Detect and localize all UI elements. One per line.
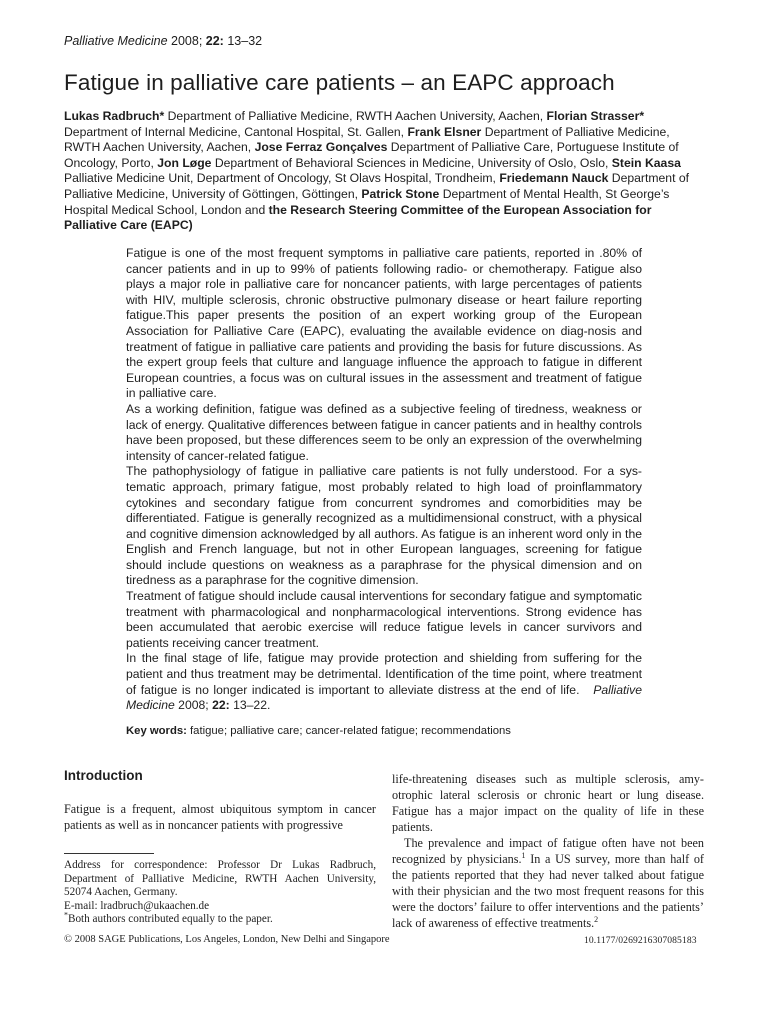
footnote-divider — [64, 853, 154, 854]
abstract — [126, 246, 642, 714]
correspondence-block — [64, 859, 376, 927]
right-column — [392, 771, 704, 931]
abstract-paragraph: Fatigue is one of the most frequent symptoms in palliative care patients, reported in .80% of cancer patients and in up to 99% of patients following radio- or chemotherapy. Fatigue also plays a major role in palliative care for noncancer patients, with large percentages of patients with HIV, multiple sclerosis, chronic obstructive pulmonary disease or heart failure reporting fatigue.This paper presents the position of an expert working group of the European Association for Palliative Care (EAPC), evaluating the available evidence on diag-nosis and treatment of fatigue in palliative care patients and providing the basis for future discussions. As the expert group feels that culture and language influence the approach to fatigue in different European countries, a focus was on cultural issues in the assessment and treatment of fatigue in palliative care. — [126, 246, 642, 401]
author-name: Florian Strasser* — [546, 109, 645, 123]
citation-pages: 13–22. — [233, 698, 271, 713]
abstract-paragraph: Treatment of fatigue should include causal interventions for secondary fatigue and symptomatic treatment with pharmacological and nonpharmacological interventions. Strong evidence has been accumulated that aerobic exercise will reduce fatigue levels in cancer survivors and patients receiving cancer treatment. — [126, 589, 642, 650]
keywords-label: Key words: — [126, 725, 187, 737]
correspondence-email: E-mail: lradbruch@ukaachen.de — [64, 899, 210, 912]
author-name: Jon Løge — [157, 155, 212, 170]
keywords — [126, 725, 511, 737]
intro-paragraph: life-threatening diseases such as multiple sclerosis, amy-otrophic lateral sclerosis or chronic heart or lung disease. Fatigue has a major impact on the quality of life in these patients. — [392, 772, 704, 834]
footnote — [64, 910, 376, 927]
journal-pages: 13–32 — [227, 34, 263, 48]
left-column — [64, 801, 376, 833]
abstract-paragraph: The pathophysiology of fatigue in palliative care patients is not fully understood. For a sys-tematic approach, primary fatigue, most probably related to high load of proinflammatory cytokines and secondary fatigue from concurrent syndromes and comorbidities may be differentiated. Fatigue is generally recognized as a multidimensional construct, with a physical and cognitive dimension acknowledged by all authors. As fatigue is an inherent word only in the English and French language, but not in other European languages, screening for fatigue should include questions on weakness as a paraphrase for the physical dimension and on tiredness as a paraphrase for the cognitive dimension. — [126, 464, 642, 588]
footnote-text: Both authors contributed equally to the paper. — [68, 913, 273, 926]
author-affiliation: Department of Mental Health, St George’s Hospital Medical School, London and — [64, 186, 670, 217]
correspondence-address: Address for correspondence: Professor Dr Lukas Radbruch, Department of Palliative Medicine, RWTH Aachen University, 52074 Aachen, Germany. — [64, 859, 376, 899]
author-affiliation: Department of Palliative Medicine, RWTH Aachen University, Aachen, — [167, 109, 544, 123]
reference-mark: 2 — [594, 914, 599, 924]
journal-reference — [64, 34, 262, 48]
intro-text: The prevalence and impact of fatigue often have not been recognized by physicians. — [392, 836, 704, 866]
author-affiliation: Department of Palliative Medicine, RWTH Aachen University, Aachen, — [64, 124, 670, 155]
author-list — [64, 109, 704, 234]
citation-volume: 22: — [212, 698, 230, 713]
reference-mark: 1 — [521, 850, 526, 860]
author-name: Lukas Radbruch* — [64, 109, 165, 123]
introduction-heading: Introduction — [64, 768, 143, 783]
author-affiliation: Department of Palliative Care, Portuguese Institute of Oncology, Porto, — [64, 140, 679, 170]
intro-paragraph — [392, 835, 704, 931]
author-name: Friedemann Nauck — [499, 171, 609, 186]
keywords-text: fatigue; palliative care; cancer-related fatigue; recommendations — [190, 725, 511, 737]
author-affiliation: Palliative Medicine Unit, Department of Oncology, St Olavs Hospital, Trondheim, — [64, 171, 496, 186]
citation-year: 2008; — [178, 698, 209, 713]
abstract-paragraph: As a working definition, fatigue was defined as a subjective feeling of tiredness, weakness or lack of energy. Qualitative differences between fatigue in cancer patients and in healthy controls have been proposed, but these differences seem to be only an expression of the overwhelming intensity of cancer-related fatigue. — [126, 401, 642, 463]
journal-volume: 22: — [205, 34, 224, 48]
copyright-notice: © 2008 SAGE Publications, Los Angeles, London, New Delhi and Singapore — [64, 934, 390, 945]
author-name: Jose Ferraz Gonçalves — [254, 140, 388, 155]
author-affiliation: Department of Internal Medicine, Cantonal Hospital, St. Gallen, — [64, 124, 405, 139]
author-affiliation: Department of Behavioral Sciences in Medicine, University of Oslo, Oslo, — [214, 155, 609, 170]
author-affiliation: Department of Palliative Medicine, University of Göttingen, Göttingen, — [64, 171, 690, 201]
citation-journal: Palliative Medicine — [126, 682, 642, 713]
author-name: Frank Elsner — [407, 124, 482, 139]
author-name: Stein Kaasa — [611, 155, 681, 170]
article-title: Fatigue in palliative care patients – an EAPC approach — [64, 70, 615, 95]
intro-paragraph: Fatigue is a frequent, almost ubiquitous symptom in cancer patients as well as in noncancer patients with progressive — [64, 802, 376, 832]
author-name: Patrick Stone — [361, 186, 440, 201]
intro-text: In a US survey, more than half of the patients reported that they had never talked about fatigue with their physician and the two most frequent reasons for this were the doctors’ failure to offer interventions and the patients’ lack of awareness of effective treatments. — [392, 852, 704, 930]
footnote-mark: * — [64, 910, 68, 920]
journal-name: Palliative Medicine — [64, 34, 168, 48]
doi: 10.1177/0269216307085183 — [584, 935, 697, 946]
abstract-paragraph: In the final stage of life, fatigue may provide protection and shielding from suffering for the patient and thus treatment may be detrimental. Identification of the time point, where treatment of fatigue is no longer indicated is important to alleviate distress at the end of life. — [126, 651, 642, 697]
group-author: the Research Steering Committee of the European Association for Palliative Care (EAPC) — [64, 202, 652, 233]
journal-year: 2008; — [171, 34, 203, 48]
abstract-paragraph-final — [126, 651, 642, 713]
